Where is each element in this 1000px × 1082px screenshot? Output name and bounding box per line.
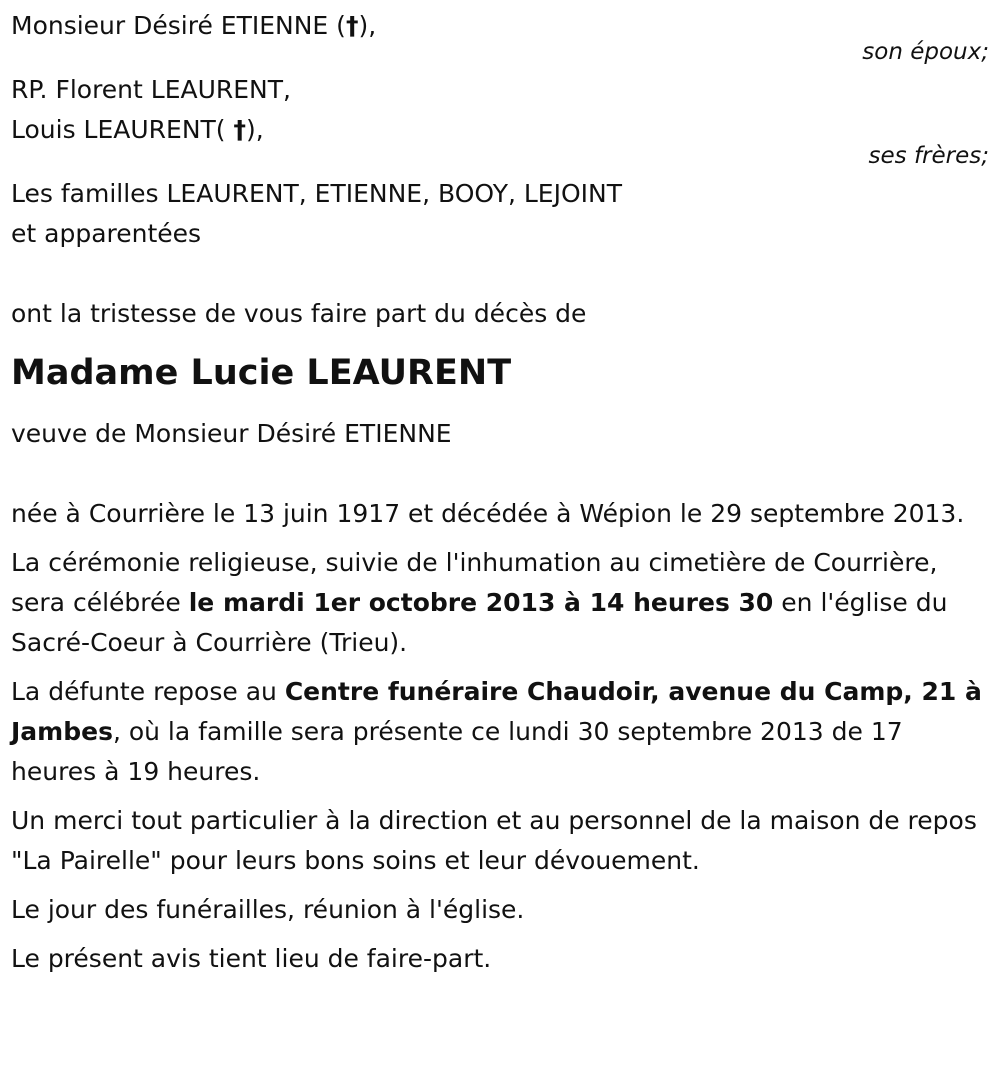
- deceased-name: Madame Lucie LEAURENT: [11, 353, 512, 393]
- spouse-line-end: ),: [358, 11, 377, 40]
- ceremony-paragraph: [11, 543, 989, 663]
- cross-icon: †: [233, 115, 247, 144]
- birth-death: née à Courrière le 13 juin 1917 et décédée à Wépion le 29 septembre 2013.: [11, 499, 965, 528]
- brother-2-name: Louis LEAURENT(: [11, 115, 234, 144]
- visiting-hours: , où la famille sera présente ce lundi 30 septembre 2013 de 17 heures à 19 heures.: [11, 717, 903, 786]
- families-line-1: Les familles LEAURENT, ETIENNE, BOOY, LEJOINT: [11, 179, 622, 208]
- announcement: ont la tristesse de vous faire part du décès de: [11, 299, 587, 328]
- funeral-day: Le jour des funérailles, réunion à l'église.: [11, 895, 525, 924]
- widow-of: veuve de Monsieur Désiré ETIENNE: [11, 419, 452, 448]
- ceremony-text: La cérémonie religieuse, suivie de l'inhumation au cimetière de Courrière, sera célébrée: [11, 548, 938, 617]
- obituary-notice: [11, 6, 989, 988]
- spouse-name: Monsieur Désiré ETIENNE (: [11, 11, 346, 40]
- notice: Le présent avis tient lieu de faire-part.: [11, 944, 492, 973]
- rest-text: La défunte repose au: [11, 677, 285, 706]
- spouse-role: son époux;: [862, 39, 989, 65]
- ceremony-place: en l'église du Sacré-Coeur à Courrière (Trieu).: [11, 588, 948, 657]
- cross-icon: †: [345, 11, 359, 40]
- families-line-2: et apparentées: [11, 219, 202, 248]
- thanks-paragraph: Un merci tout particulier à la direction et au personnel de la maison de repos "La Pairelle" pour leurs bons soins et leur dévouement.: [11, 806, 977, 875]
- rest-paragraph: [11, 672, 989, 792]
- brothers-role: ses frères;: [868, 143, 989, 169]
- ceremony-date: le mardi 1er octobre 2013 à 14 heures 30: [188, 588, 774, 617]
- brother-2-end: ),: [246, 115, 264, 144]
- funeral-home: Centre funéraire Chaudoir, avenue du Camp, 21 à Jambes: [11, 677, 982, 746]
- brother-1: RP. Florent LEAURENT,: [11, 75, 291, 104]
